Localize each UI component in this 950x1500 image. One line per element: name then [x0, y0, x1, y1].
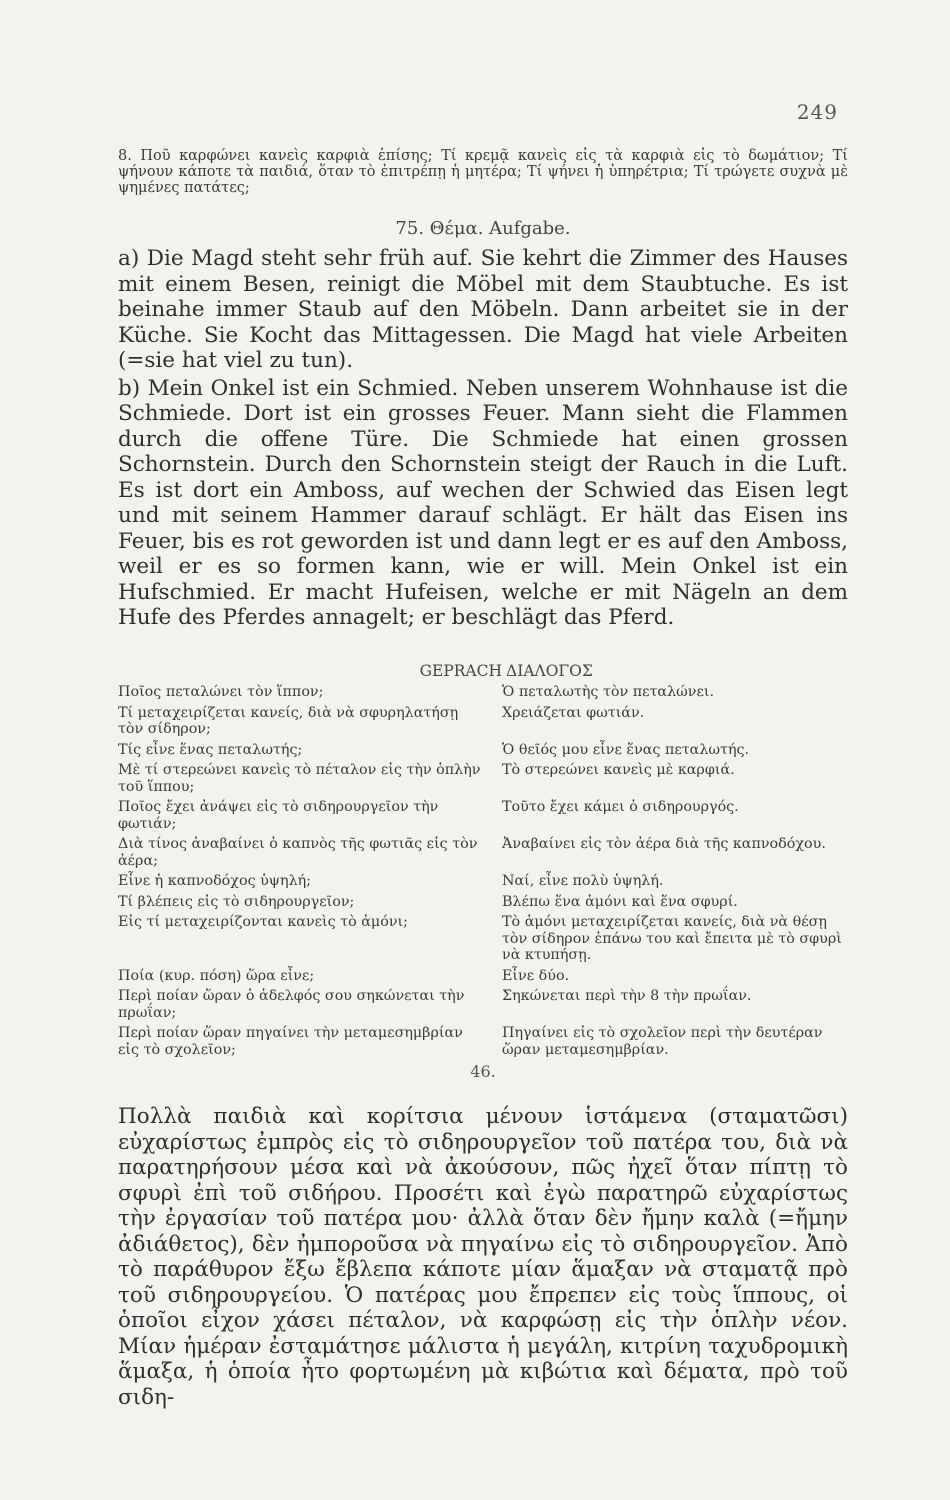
dialog-title-greek: ΔΙΑΛΟΓΟΣ [506, 662, 593, 680]
paragraph-b: b) Mein Onkel ist ein Schmied. Neben unserem Wohnhause ist die Schmiede. Dort ist ein grosses Feuer. Mann sieht die Flammen durch die offene Türe. Die Schmiede hat einen grossen Schornstein. Durch den Schornstein steigt der Rauch in die Luft. Es ist dort ein Amboss, auf wechen der Schwied das Eisen legt und mit seinem Hammer darauf schlägt. Er hält das Eisen ins Feuer, bis es rot geworden ist und dann legt er es auf den Amboss, weil er es so formen kann, wie er will. Mein Onkel ist ein Hufschmied. Er macht Hufeisen, welche er mit Nägeln an dem Hufe des Pferdes annagelt; er beschlägt das Pferd. [118, 375, 848, 630]
dialog-question: Ποία (κυρ. πόση) ὥρα εἶνε; [118, 967, 315, 984]
dialog-row [118, 1025, 848, 1058]
dialog-question: Περὶ ποίαν ὥραν πηγαίνει τὴν μεταμεσημβρίαν εἰς τὸ σχολεῖον; [118, 1025, 463, 1058]
dialog-answer: Εἶνε δύο. [502, 967, 570, 984]
dialog-row [118, 705, 848, 738]
dialog-answer: Τοῦτο ἔχει κάμει ὁ σιδηρουργός. [502, 799, 739, 815]
dialog-row [118, 873, 848, 890]
section-46-number: 46. [470, 1062, 496, 1081]
dialog-question: Μὲ τί στερεώνει κανεὶς τὸ πέταλον εἰς τὴν ὁπλὴν τοῦ ἵππου; [118, 762, 481, 795]
dialog-row [118, 799, 848, 832]
dialog-block [118, 662, 848, 1083]
dialog-answer: Πηγαίνει εἰς τὸ σχολεῖον περὶ τὴν δευτέραν ὥραν μεταμεσημβρίαν. [502, 1025, 823, 1058]
dialog-row [118, 914, 848, 964]
greek-passage-block [118, 1104, 848, 1410]
dialog-row [118, 836, 848, 869]
dialog-question: Ποῖος ἔχει ἀνάψει εἰς τὸ σιδηρουργεῖον τὴν φωτιάν; [118, 799, 439, 832]
exercise-8-text: 8. Ποῦ καρφώνει κανεὶς καρφιὰ ἐπίσης; Τί κρεμᾷ κανεὶς εἰς τὰ καρφιὰ εἰς τὸ δωμάτιον; Τί ψήνουν κάποτε τὰ παιδιά, ὅταν τὸ ἐπιτρέπῃ ἡ μητέρα; Τί ψήνει ἡ ὑπηρέτρια; Τί τρώγετε συχνὰ μὲ ψημένες πατάτες; [118, 148, 848, 196]
dialog-answer: Ἀναβαίνει εἰς τὸν ἀέρα διὰ τῆς καπνοδόχου. [502, 836, 826, 852]
dialog-answer: Ναί, εἶνε πολὺ ὑψηλή. [502, 873, 664, 889]
dialog-question: Τίς εἶνε ἕνας πεταλωτής; [118, 741, 303, 758]
dialog-row [118, 742, 848, 759]
dialog-question: Ποῖος πεταλώνει τὸν ἵππον; [118, 684, 324, 700]
dialog-question: Τί βλέπεις εἰς τὸ σιδηρουργεῖον; [118, 893, 355, 910]
dialog-title-german: GEPRACH [419, 662, 502, 680]
dialog-question: Διὰ τίνος ἀναβαίνει ὁ καπνὸς τῆς φωτιᾶς εἰς τὸν ἀέρα; [118, 836, 478, 869]
page-number: 249 [796, 100, 838, 124]
dialog-answer: Χρειάζεται φωτιάν. [502, 704, 645, 721]
dialog-row [118, 684, 848, 701]
dialog-rows [118, 684, 848, 1058]
dialog-question: Τί μεταχειρίζεται κανείς, διὰ νὰ σφυρηλατήσῃ τὸν σίδηρον; [118, 704, 459, 737]
dialog-title [118, 662, 848, 680]
paragraph-a: a) Die Magd steht sehr früh auf. Sie kehrt die Zimmer des Hauses mit einem Besen, reinigt die Möbel mit dem Staubtuche. Es ist beinahe immer Staub auf den Möbeln. Dann arbeitet sie in der Küche. Sie Kocht das Mittagessen. Die Magd hat viele Arbeiten (=sie hat viel zu tun). [118, 246, 848, 373]
dialog-answer: Τὸ ἀμόνι μεταχειρίζεται κανείς, διὰ νὰ θέσῃ τὸν σίδηρον ἐπάνω του καὶ ἔπειτα μὲ τὸ σφυρὶ νὰ κτυπήσῃ. [502, 914, 842, 963]
dialog-answer: Ὁ πεταλωτὴς τὸν πεταλώνει. [502, 684, 715, 700]
section-75-heading: 75. Θέμα. Aufgabe. [395, 218, 571, 239]
dialog-row [118, 988, 848, 1021]
greek-passage: Πολλὰ παιδιὰ καὶ κορίτσια μένουν ἱστάμενα (σταματῶσι) εὐχαρίστως ἐμπρὸς εἰς τὸ σιδηρουργεῖον τοῦ πατέρα του, διὰ νὰ παρατηρήσουν μέσα καὶ νὰ ἀκούσουν, πῶς ἠχεῖ ὅταν πίπτῃ τὸ σφυρὶ ἐπὶ τοῦ σιδήρου. Προσέτι καὶ ἐγὼ παρατηρῶ εὐχαρίστως τὴν ἐργασίαν τοῦ πατέρα μου· ἀλλὰ ὅταν δὲν ἤμην καλὰ (=ἤμην ἀδιάθετος), δὲν ἠμποροῦσα νὰ πηγαίνω εἰς τὸ σιδηρουργεῖον. Ἀπὸ τὸ παράθυρον ἔξω ἔβλεπα κάποτε μίαν ἅμαξαν νὰ σταματᾷ πρὸ τοῦ σιδηρουργείου. Ὁ πατέρας μου ἔπρεπεν εἰς τοὺς ἵππους, οἱ ὁποῖοι εἶχον χάσει πέταλον, νὰ καρφώσῃ εἰς τὴν ὁπλὴν νέον. Μίαν ἡμέραν ἐσταμάτησε μάλιστα ἡ μεγάλη, κιτρίνη ταχυδρομικὴ ἅμαξα, ἡ ὁποία ἦτο φορτωμένη μὰ κιβώτια καὶ δέματα, πρὸ τοῦ σιδη- [118, 1104, 848, 1410]
dialog-row [118, 762, 848, 795]
exercise-8-block [118, 148, 848, 196]
dialog-answer: Ὁ θεῖός μου εἶνε ἕνας πεταλωτής. [502, 741, 750, 758]
dialog-question: Εἰς τί μεταχειρίζονται κανεὶς τὸ ἀμόνι; [118, 914, 408, 930]
dialog-answer: Σηκώνεται περὶ τὴν 8 τὴν πρωΐαν. [502, 988, 752, 1004]
dialog-answer: Τὸ στερεώνει κανεὶς μὲ καρφιά. [502, 762, 735, 778]
dialog-answer: Βλέπω ἕνα ἀμόνι καὶ ἕνα σφυρί. [502, 893, 738, 910]
dialog-row [118, 968, 848, 985]
section-75-block [118, 210, 848, 631]
dialog-question: Περὶ ποίαν ὥραν ὁ ἀδελφός σου σηκώνεται τὴν πρωΐαν; [118, 988, 465, 1021]
dialog-row [118, 894, 848, 911]
dialog-question: Εἶνε ἡ καπνοδόχος ὑψηλή; [118, 873, 312, 889]
